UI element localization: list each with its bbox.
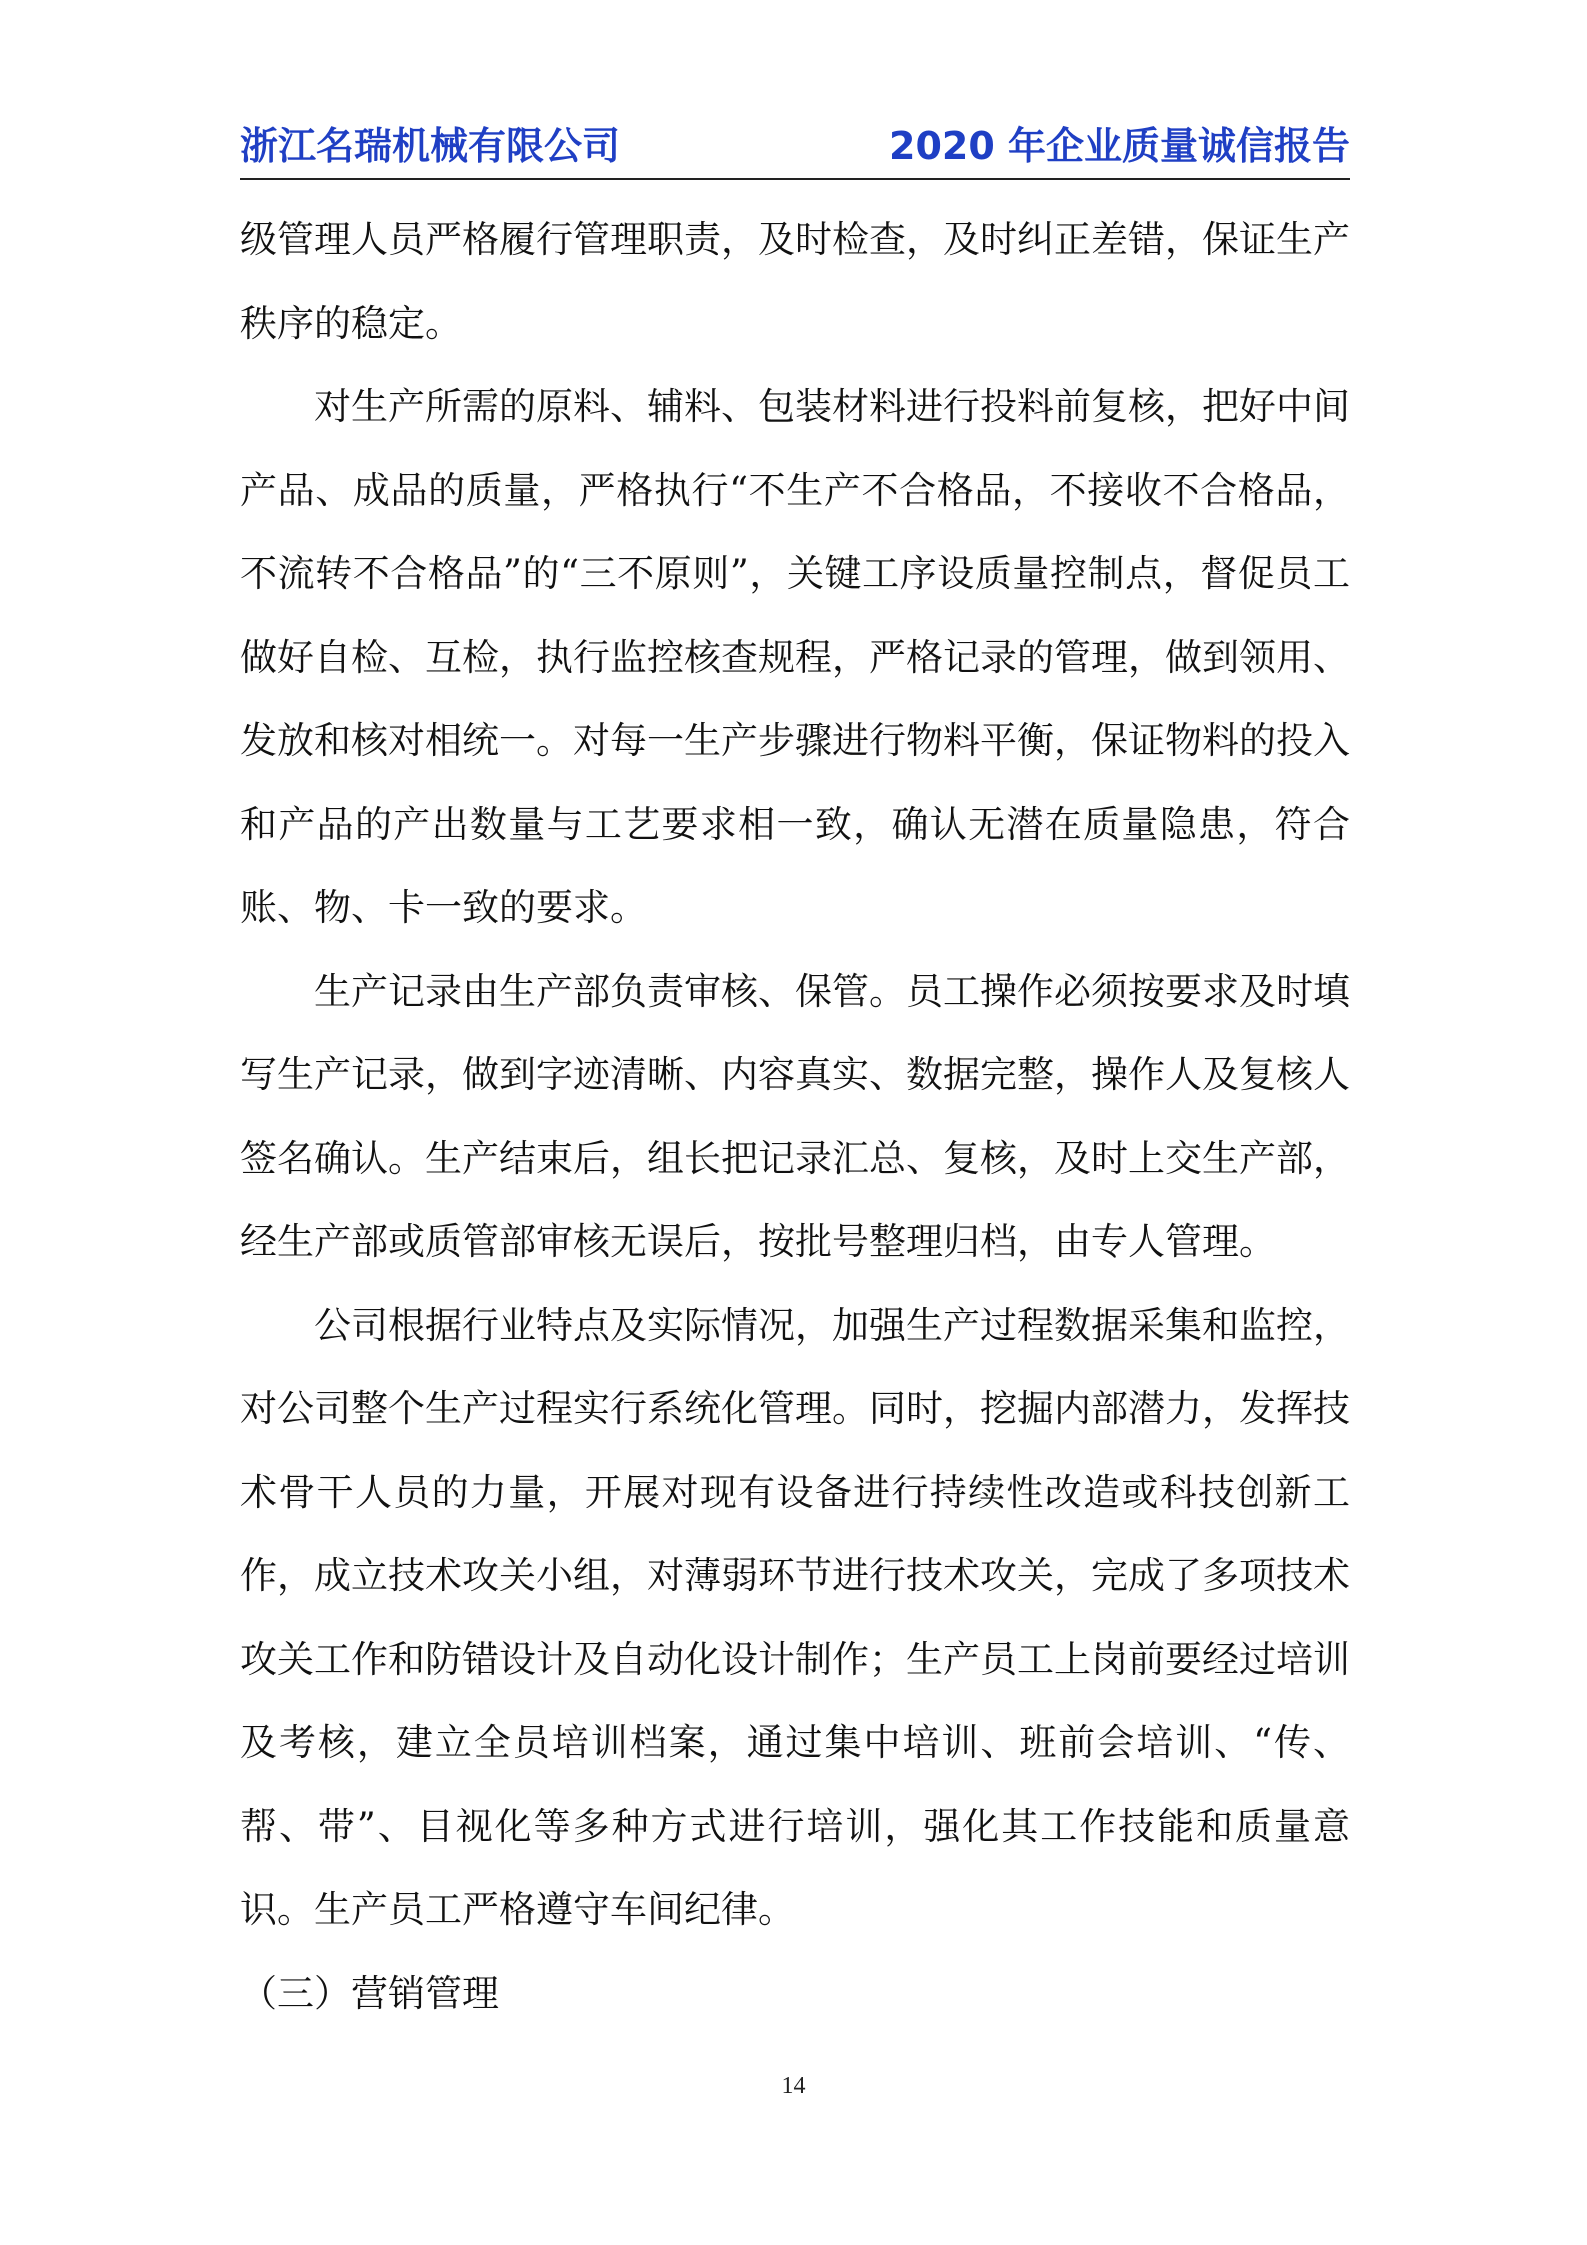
paragraph-continued: 级管理人员严格履行管理职责，及时检查，及时纠正差错，保证生产秩序的稳定。 xyxy=(240,218,1350,345)
section-heading: （三）营销管理 xyxy=(240,1971,499,2015)
paragraph-process-management: 公司根据行业特点及实际情况，加强生产过程数据采集和监控，对公司整个生产过程实行系统化管理。同时，挖掘内部潜力，发挥技术骨干人员的力量，开展对现有设备进行持续性改造或科技创新工作，成立技术攻关小组，对薄弱环节进行技术攻关，完成了多项技术攻关工作和防错设计及自动化设计制作；生产员工上岗前要经过培训及考核，建立全员培训档案，通过集中培训、班前会培训、“传、帮、带”、目视化等多种方式进行培训，强化其工作技能和质量意识。生产员工严格遵守车间纪律。 xyxy=(240,1303,1350,1931)
report-title: 2020 年企业质量诚信报告 xyxy=(889,124,1350,168)
page-number: 14 xyxy=(781,2073,806,2099)
paragraph-production-records: 生产记录由生产部负责审核、保管。员工操作必须按要求及时填写生产记录，做到字迹清晰、内容真实、数据完整，操作人及复核人签名确认。生产结束后，组长把记录汇总、复核，及时上交生产部，经生产部或质管部审核无误后，按批号整理归档，由专人管理。 xyxy=(240,969,1350,1263)
company-name: 浙江名瑞机械有限公司 xyxy=(240,124,621,168)
document-body xyxy=(240,198,1350,2035)
paragraph-material-control: 对生产所需的原料、辅料、包装材料进行投料前复核，把好中间产品、成品的质量，严格执行“不生产不合格品，不接收不合格品，不流转不合格品”的“三不原则”，关键工序设质量控制点，督促员工做好自检、互检，执行监控核查规程，严格记录的管理，做到领用、发放和核对相统一。对每一生产步骤进行物料平衡，保证物料的投入和产品的产出数量与工艺要求相一致，确认无潜在质量隐患，符合账、物、卡一致的要求。 xyxy=(240,385,1350,929)
page-header xyxy=(240,118,1350,180)
